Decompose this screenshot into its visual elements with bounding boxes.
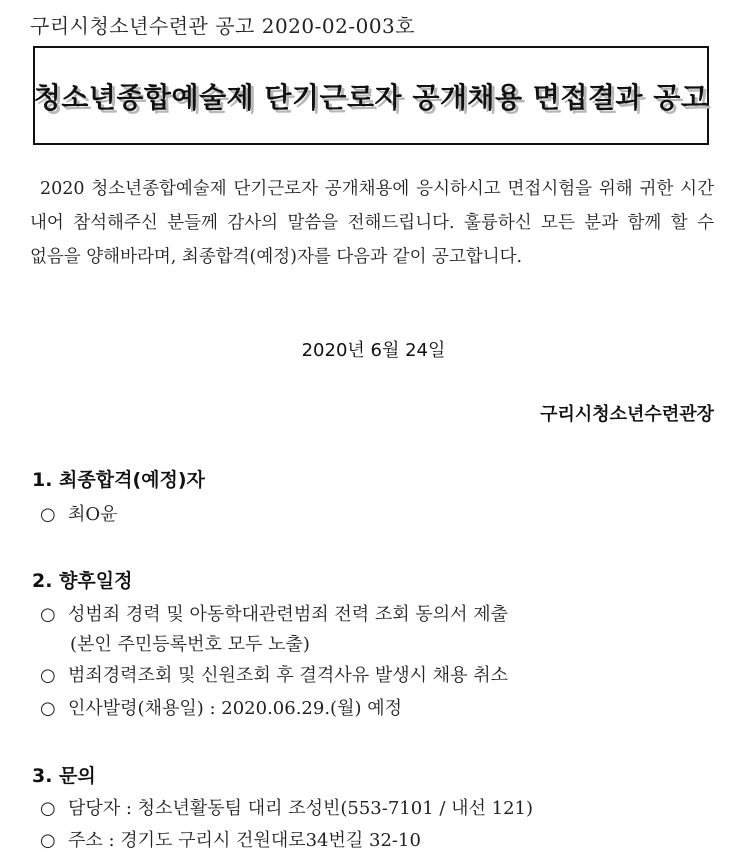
list-item (40, 794, 533, 820)
intro-paragraph: 2020 청소년종합예술제 단기근로자 공개채용에 응시하시고 면접시험을 위해 귀한 시간 내어 참석해주신 분들께 감사의 말씀을 전해드립니다. 훌륭하신 모든 분과 함께 할 수 없음을 양해바라며, 최종합격(예정)자를 다음과 같이 공고합니다. (30, 179, 714, 267)
document-number: 구리시청소년수련관 공고 2020-02-003호 (30, 14, 416, 38)
announcement-date: 2020년 6월 24일 (301, 340, 446, 361)
list-item (40, 826, 421, 852)
list-item-text: 담당자 : 청소년활동팀 대리 조성빈(553-7101 / 내선 121) (68, 798, 534, 819)
list-item (40, 661, 508, 687)
circle-bullet-icon: ○ (40, 830, 56, 851)
list-item-continuation: (본인 주민등록번호 모두 노출) (70, 634, 310, 655)
circle-bullet-icon: ○ (40, 504, 56, 525)
issuer-name: 구리시청소년수련관장 (540, 404, 714, 425)
circle-bullet-icon: ○ (40, 698, 56, 719)
page-title: 청소년종합예술제 단기근로자 공개채용 면접결과 공고 (33, 80, 709, 114)
circle-bullet-icon: ○ (40, 798, 56, 819)
list-item-text: 범죄경력조회 및 신원조회 후 결격사유 발생시 채용 취소 (68, 665, 508, 686)
title-box (33, 46, 709, 145)
section-heading-schedule: 2. 향후일정 (32, 570, 133, 592)
list-item-text: 최O윤 (68, 504, 118, 525)
list-item (40, 600, 508, 626)
circle-bullet-icon: ○ (40, 665, 56, 686)
circle-bullet-icon: ○ (40, 604, 56, 625)
list-item-text: 인사발령(채용일) : 2020.06.29.(월) 예정 (68, 698, 402, 719)
list-item-text: 성범죄 경력 및 아동학대관련범죄 전력 조회 동의서 제출 (68, 604, 508, 625)
section-heading-inquiry: 3. 문의 (32, 765, 96, 787)
section-heading-final-candidates: 1. 최종합격(예정)자 (32, 469, 205, 491)
list-item-text: 주소 : 경기도 구리시 건원대로34번길 32-10 (68, 830, 421, 851)
list-item (40, 694, 402, 720)
list-item (40, 500, 118, 526)
